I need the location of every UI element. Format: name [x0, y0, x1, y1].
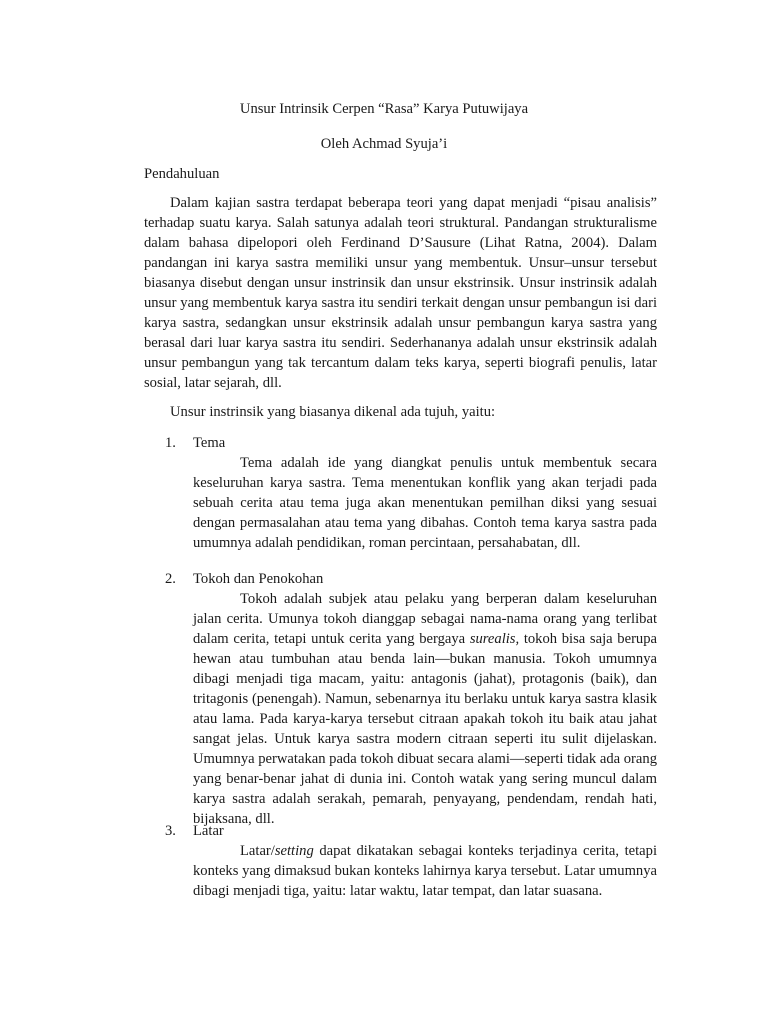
list-item-number: 3.	[165, 823, 176, 839]
list-item-title: Tokoh dan Penokohan	[193, 571, 324, 587]
body-text-part: tokoh bisa saja berupa hewan atau tumbuhan atau benda lain—bukan manusia. Tokoh umumnya dibagi menjadi tiga macam, yaitu: antagonis (jahat), protagonis (baik), dan tritagonis (penengah). Namun, sebenarnya itu berlaku untuk karya sastra klasik atau lama. Pada karya-karya tersebut citraan apakah tokoh itu baik atau jahat sangat jelas. Untuk karya sastra modern citraan seperti itu sulit dijelaskan. Umumnya perwatakan pada tokoh dibuat secara alami—seperti tidak ada orang yang benar-benar jahat di dunia ini. Contoh watak yang sering muncul dalam karya sastra adalah serakah, pemarah, penyayang, pendendam, rendah hati, bijaksana, dll.	[193, 631, 657, 827]
list-intro: Unsur instrinsik yang biasanya dikenal ada tujuh, yaitu:	[170, 404, 496, 420]
author-line: Oleh Achmad Syuja’i	[320, 136, 448, 152]
list-item-number: 2.	[165, 571, 176, 587]
list-item-title: Tema	[193, 435, 226, 451]
list-item-body-text	[193, 841, 657, 901]
list-item-body	[193, 589, 657, 829]
document-title: Unsur Intrinsik Cerpen “Rasa” Karya Putuwijaya	[239, 101, 529, 117]
body-text-part: dapat dikatakan sebagai konteks terjadinya cerita, tetapi konteks yang dimaksud bukan konteks lahirnya karya tersebut. Latar umumnya dibagi menjadi tiga, yaitu: latar waktu, latar tempat, dan latar suasana.	[193, 843, 657, 899]
list-item-body-text	[193, 589, 657, 829]
body-text-part: Latar/	[240, 843, 275, 859]
body-text-part: Tokoh adalah subjek atau pelaku yang berperan dalam keseluruhan jalan cerita. Umunya tokoh dianggap sebagai nama-nama orang yang terlibat dalam cerita, tetapi untuk cerita yang bergaya	[193, 591, 657, 647]
list-item-title: Latar	[193, 823, 224, 839]
section-heading: Pendahuluan	[144, 166, 220, 182]
italic-term: setting	[274, 843, 314, 859]
intro-paragraph	[144, 193, 657, 393]
list-item-body	[193, 841, 657, 901]
list-item-number: 1.	[165, 435, 176, 451]
italic-term: surealis,	[469, 631, 520, 647]
intro-paragraph-text: Dalam kajian sastra terdapat beberapa teori yang dapat menjadi “pisau analisis” terhadap suatu karya. Salah satunya adalah teori struktural. Pandangan strukturalisme dalam bahasa dipelopori oleh Ferdinand D’Sausure (Lihat Ratna, 2004). Dalam pandangan ini karya sastra memiliki unsur yang membentuk. Unsur–unsur tersebut biasanya disebut dengan unsur instrinsik dan unsur ekstrinsik. Unsur instrinsik adalah unsur yang membentuk karya sastra itu sendiri terkait dengan unsur pembangun isi dari karya sastra, sedangkan unsur ekstrinsik adalah unsur pembangun karya sastra yang berasal dari luar karya sastra itu sendiri. Sederhananya adalah unsur ekstrinsik adalah unsur pembangun yang tak tercantum dalam teks karya, seperti biografi penulis, latar sosial, latar sejarah, dll.	[144, 195, 657, 391]
list-item-body-text: Tema adalah ide yang diangkat penulis untuk membentuk secara keseluruhan karya sastra. Tema menentukan konflik yang akan terjadi pada sebuah cerita atau tema juga akan menentukan pemilhan diksi yang sesuai dengan permasalahan atau tema yang dibahas. Contoh tema karya sastra pada umumnya adalah pendidikan, roman percintaan, persahabatan, dll.	[193, 455, 657, 551]
list-item-body	[193, 453, 657, 553]
